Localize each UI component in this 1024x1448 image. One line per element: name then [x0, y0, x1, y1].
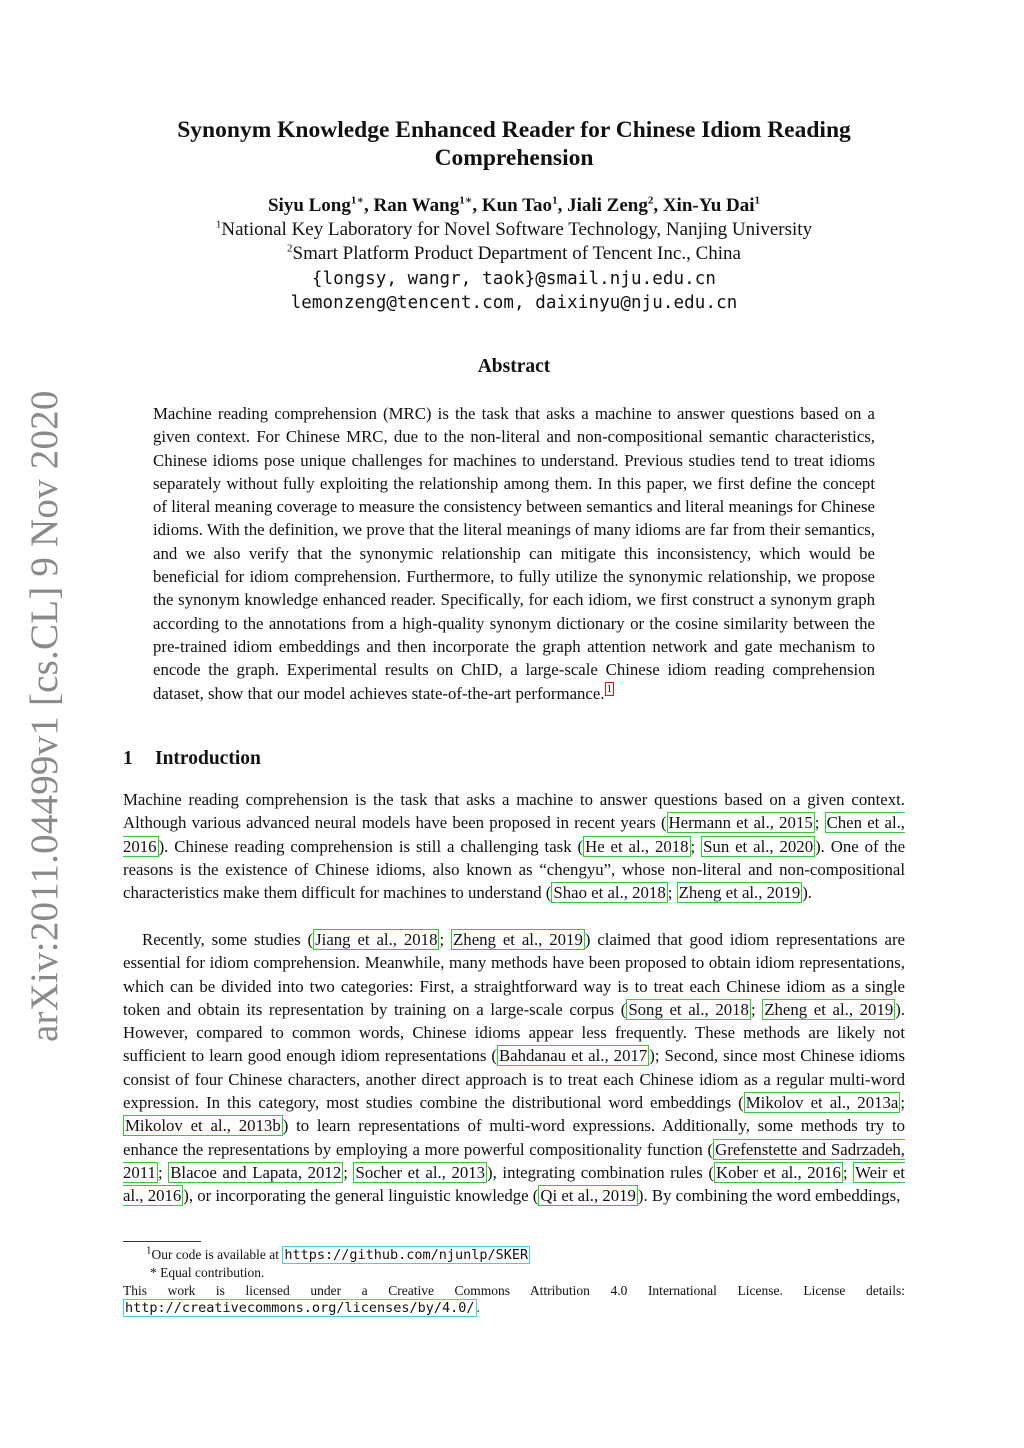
citation-link[interactable]: Zheng et al., 2019	[764, 999, 894, 1019]
citation-link[interactable]: Hermann et al., 2015	[668, 813, 813, 833]
citation-link[interactable]: Mikolov et al., 2013a	[745, 1093, 899, 1113]
intro-paragraph-1	[123, 788, 905, 904]
paragraph-text: ).	[802, 883, 813, 903]
paragraph-text: ); Second, since most Chinese idioms consist of four Chinese characters, another direct approach is to treat each Chinese idiom as a regular multi-word expression. In this category, most studies combine the distributional word embeddings (	[123, 1046, 905, 1113]
paragraph-text: ). Chinese reading comprehension is still a challenging task (	[158, 836, 584, 856]
paragraph-text: ;	[439, 930, 452, 949]
paragraph-text: ) claimed that good idiom representations are essential for idiom comprehension. Meanwhile, many methods have been proposed to obtain idiom representations, which can be divided into two categories: First, a straightforward way is to treat each Chinese idiom as a single token and obtain its representation by training on a large-scale corpus (	[123, 930, 905, 1019]
code-url-link[interactable]: https://github.com/njunlp/SKER	[284, 1247, 529, 1263]
paragraph-text: ) to learn representations of multi-word expressions. Additionally, some methods try to enhance the representations by employing a more powerful compositionality function (	[123, 1116, 906, 1159]
citation-link[interactable]: Sun et al., 2020	[703, 836, 814, 856]
citation-link[interactable]: Blacoe and Lapata, 2012	[170, 1162, 342, 1182]
paragraph-text: ). However, compared to common words, Chinese idioms appear less frequently. These methods are likely not sufficient to learn good enough idiom representations (	[123, 999, 906, 1066]
paragraph-text: ;	[842, 1162, 854, 1182]
paragraph-text: ). One of the reasons is the existence of Chinese idioms, also known as “chengyu”, whose non-literal and non-compositional characteristics make them difficult for machines to understand (	[123, 836, 906, 903]
paragraph-text: ;	[690, 836, 702, 856]
paragraph-text: ;	[750, 999, 763, 1019]
paragraph-text: ;	[814, 813, 825, 833]
paper-title: Synonym Knowledge Enhanced Reader for Chinese Idiom Reading Comprehension	[177, 117, 851, 171]
citation-link[interactable]: Weir et al., 2016	[123, 1162, 906, 1206]
section-heading-introduction: 1 Introduction	[123, 748, 261, 769]
citation-link[interactable]: Jiang et al., 2018	[315, 930, 438, 949]
citation-link[interactable]: Mikolov et al., 2013b	[125, 1116, 281, 1136]
citation-link[interactable]: Grefenstette and Sadrzadeh, 2011	[123, 1139, 905, 1182]
paragraph-text: Machine reading comprehension is the task that asks a machine to answer questions based on a given context. Although various advanced neural models have been proposed in recent years (	[123, 790, 905, 833]
footnote-rule	[123, 1241, 201, 1242]
citation-link[interactable]: Shao et al., 2018	[553, 883, 666, 903]
author: Jiali Zeng$^2$,	[567, 194, 663, 216]
arxiv-side-stamp: arXiv:2011.04499v1 [cs.CL] 9 Nov 2020	[23, 390, 66, 1042]
citation-link[interactable]: Kober et al., 2016	[715, 1162, 841, 1182]
paragraph-text: ). By combining the word embeddings,	[637, 1186, 901, 1206]
citation-link[interactable]: Qi et al., 2019	[540, 1186, 636, 1206]
footnote-code: $^1$Our code is available at https://github.com/njunlp/SKER	[146, 1244, 529, 1263]
email-line-1: {longsy, wangr, taok}@smail.nju.edu.cn	[311, 269, 717, 289]
abstract-heading: Abstract	[477, 356, 551, 377]
footnote-ref-link[interactable]: 1	[606, 682, 613, 695]
footnote-equal-contribution: * Equal contribution.	[150, 1265, 265, 1280]
abstract-body: Machine reading comprehension (MRC) is the task that asks a machine to answer questions based on a given context. For Chinese MRC, due to the non-literal and non-compositional semantic characteristics, Chinese idioms pose unique challenges for machines to understand. Previous studies tend to treat idioms separately without fully exploiting the relationship among them. In this paper, we first define the concept of literal meaning coverage to measure the consistency between semantics and literal meanings for Chinese idioms. With the definition, we prove that the literal meanings of many idioms are far from their semantics, and we also verify that the synonymic relationship can mitigate this inconsistency, which would be beneficial for idiom comprehension. Furthermore, to fully utilize the synonymic relationship, we propose the synonym knowledge enhanced reader. Specifically, for each idiom, we first construct a synonym graph according to the annotations from a high-quality synonym dictionary or the cosine similarity between the pre-trained idiom embeddings and then incorporate the graph attention network and gate mechanism to encode the graph. Experimental results on ChID, a large-scale Chinese idiom reading comprehension dataset, show that our model achieves state-of-the-art performance. $^1$	[153, 404, 875, 703]
affiliation-2: $^2$Smart Platform Product Department of Tencent Inc., China	[287, 242, 741, 264]
citation-link[interactable]: Chen et al., 2016	[123, 813, 906, 856]
author: Xin-Yu Dai$^1$	[662, 194, 761, 216]
author: Ran Wang$^{1∗}$,	[373, 194, 482, 216]
citation-link[interactable]: He et al., 2018	[585, 836, 689, 856]
citation-link[interactable]: Bahdanau et al., 2017	[498, 1046, 648, 1066]
paragraph-text: ), or incorporating the general linguistic knowledge (	[183, 1186, 539, 1206]
author-list	[120, 194, 908, 218]
affiliation-1: $^1$National Key Laboratory for Novel Software Technology, Nanjing University	[215, 218, 813, 240]
paragraph-text: ;	[157, 1162, 169, 1182]
paragraph-text: ;	[343, 1162, 354, 1182]
citation-link[interactable]: Zheng et al., 2019	[678, 883, 801, 903]
citation-link[interactable]: Zheng et al., 2019	[453, 930, 583, 949]
author: Kun Tao$^1$,	[481, 194, 568, 216]
paragraph-text: Recently, some studies (	[142, 930, 314, 949]
license-note: This work is licensed under a Creative Commons Attribution 4.0 International License. License details: http://creativecommons.org/licenses/by/4.0/ .	[123, 1283, 905, 1316]
intro-paragraph-2	[123, 928, 905, 1208]
citation-link[interactable]: Song et al., 2018	[628, 999, 749, 1019]
paragraph-text: ;	[667, 883, 677, 903]
citation-link[interactable]: Socher et al., 2013	[355, 1162, 486, 1182]
author: Siyu Long$^{1∗}$,	[267, 194, 374, 216]
email-line-2: lemonzeng@tencent.com, daixinyu@nju.edu.cn	[290, 293, 738, 313]
paragraph-text: ;	[900, 1093, 905, 1113]
paragraph-text: ), integrating combination rules (	[487, 1162, 714, 1182]
license-url-link[interactable]: http://creativecommons.org/licenses/by/4.0/	[125, 1300, 475, 1316]
